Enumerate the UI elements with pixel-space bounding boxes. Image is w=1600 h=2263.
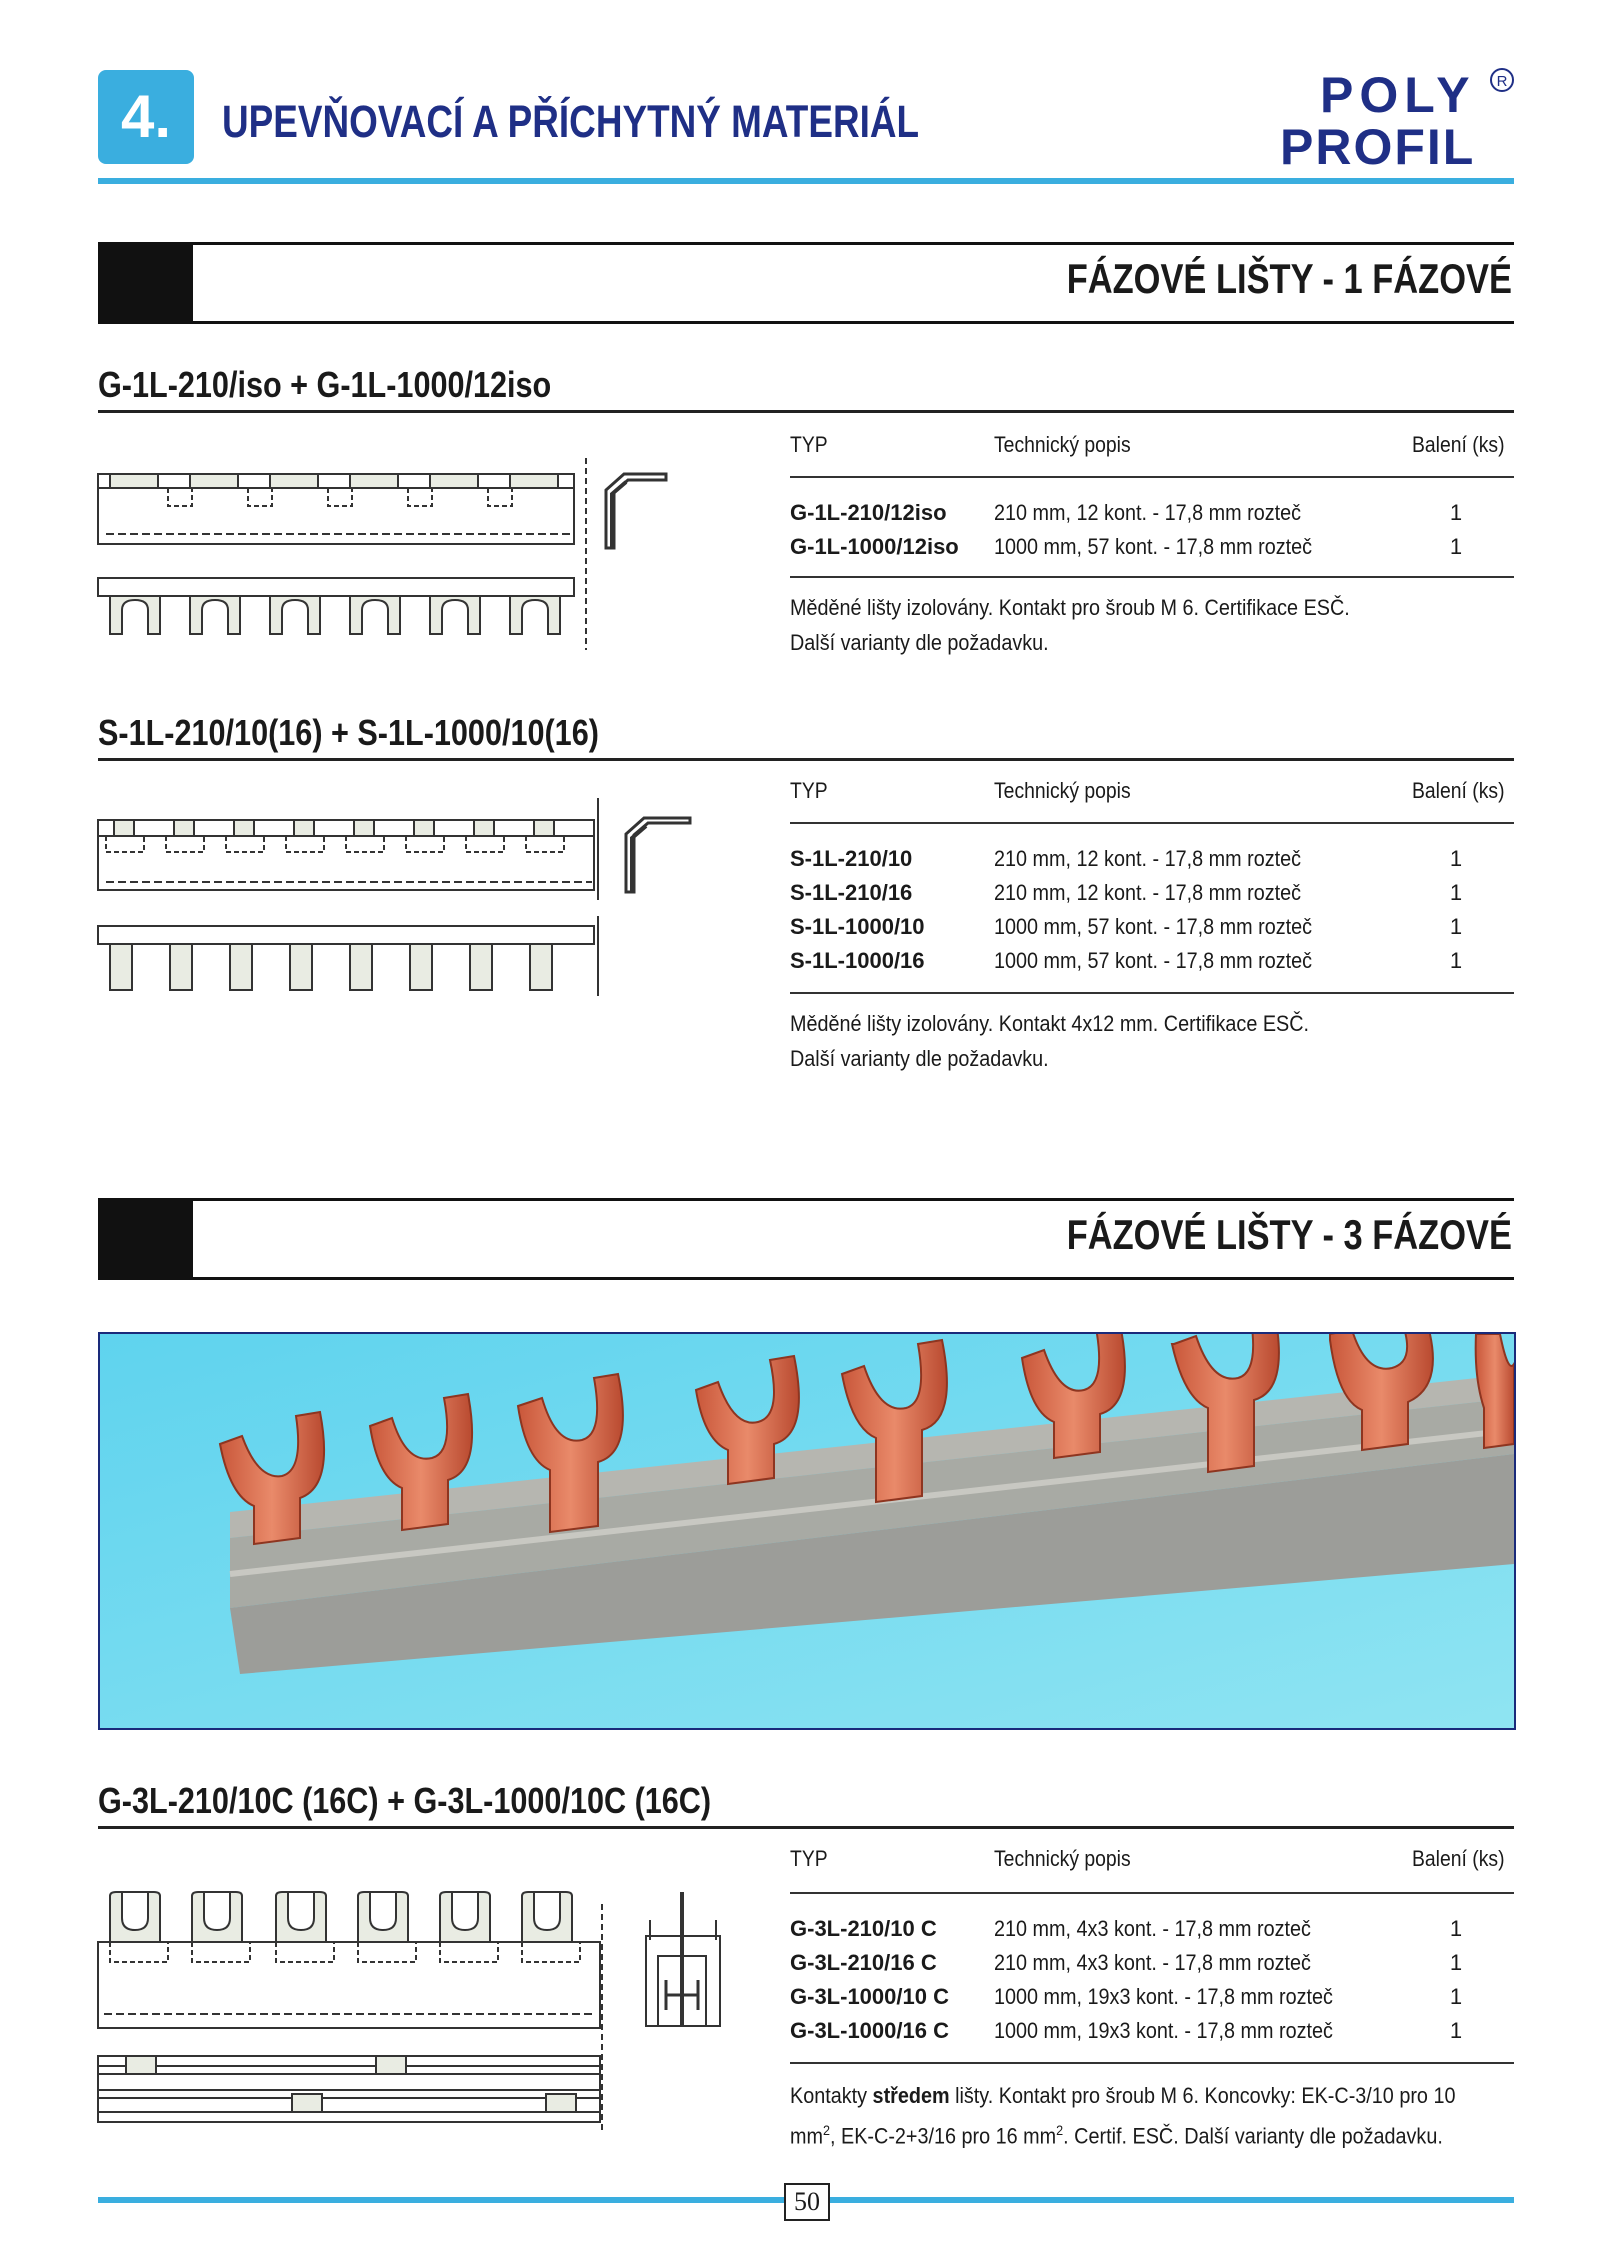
row-qty: 1 xyxy=(1449,1984,1463,2009)
row-description: 210 mm, 4x3 kont. - 17,8 mm rozteč xyxy=(994,1916,1311,1941)
table-divider xyxy=(790,1892,1514,1894)
product-title: G-1L-210/iso + G-1L-1000/12iso xyxy=(98,364,552,405)
busbar-s1l-drawing xyxy=(96,796,716,1006)
section-band-3-phase xyxy=(98,1198,1514,1280)
product-divider xyxy=(98,1826,1514,1829)
svg-text:POLY: POLY xyxy=(1320,67,1476,123)
row-type: G-3L-1000/16 C xyxy=(790,2018,949,2043)
row-type: S-1L-1000/10 xyxy=(790,914,925,939)
page-number: 50 xyxy=(784,2183,830,2221)
row-qty: 1 xyxy=(1449,534,1463,559)
row-description: 210 mm, 4x3 kont. - 17,8 mm rozteč xyxy=(994,1950,1311,1975)
row-type: G-3L-1000/10 C xyxy=(790,1984,949,2009)
svg-text:PROFIL: PROFIL xyxy=(1280,119,1476,172)
svg-text:R: R xyxy=(1496,73,1508,90)
row-type: S-1L-210/10 xyxy=(790,846,913,871)
column-header-description: Technický popis xyxy=(994,1846,1131,1871)
table-divider xyxy=(790,476,1514,478)
column-header-package: Balení (ks) xyxy=(1412,432,1505,457)
row-type: S-1L-1000/16 xyxy=(790,948,925,973)
column-header-description: Technický popis xyxy=(994,778,1131,803)
product-note: Měděné lišty izolovány. Kontakt pro šroub M 6. Certifikace ESČ. Další varianty dle požadavku. xyxy=(790,595,1350,655)
row-description: 210 mm, 12 kont. - 17,8 mm rozteč xyxy=(994,846,1302,871)
row-qty: 1 xyxy=(1449,914,1463,939)
product-divider xyxy=(98,758,1514,761)
section-title: FÁZOVÉ LIŠTY - 3 FÁZOVÉ xyxy=(1066,1211,1512,1258)
product-title: S-1L-210/10(16) + S-1L-1000/10(16) xyxy=(98,712,599,753)
row-description: 1000 mm, 19x3 kont. - 17,8 mm rozteč xyxy=(994,1984,1333,2009)
column-header-package: Balení (ks) xyxy=(1412,778,1505,803)
busbar-g3l-drawing xyxy=(96,1880,736,2130)
section-band-1-phase xyxy=(98,242,1514,324)
busbar-g1l-drawing xyxy=(96,450,686,660)
row-description: 210 mm, 12 kont. - 17,8 mm rozteč xyxy=(994,500,1302,525)
product-divider xyxy=(98,410,1514,413)
header-divider xyxy=(98,178,1514,184)
table-divider xyxy=(790,2062,1514,2064)
column-header-package: Balení (ks) xyxy=(1412,1846,1505,1871)
column-header-typ: TYP xyxy=(790,1846,828,1871)
column-header-description: Technický popis xyxy=(994,432,1131,457)
row-description: 1000 mm, 19x3 kont. - 17,8 mm rozteč xyxy=(994,2018,1333,2043)
row-description: 1000 mm, 57 kont. - 17,8 mm rozteč xyxy=(994,948,1313,973)
chapter-number-badge: 4. xyxy=(98,70,194,164)
busbar-product-photo xyxy=(98,1332,1516,1730)
row-description: 1000 mm, 57 kont. - 17,8 mm rozteč xyxy=(994,914,1313,939)
table-divider xyxy=(790,822,1514,824)
row-type: G-1L-1000/12iso xyxy=(790,534,959,559)
column-header-typ: TYP xyxy=(790,778,828,803)
row-description: 1000 mm, 57 kont. - 17,8 mm rozteč xyxy=(994,534,1313,559)
row-type: G-3L-210/16 C xyxy=(790,1950,937,1975)
table-divider xyxy=(790,576,1514,578)
product-title: G-3L-210/10C (16C) + G-3L-1000/10C (16C) xyxy=(98,1780,712,1821)
row-type: G-3L-210/10 C xyxy=(790,1916,937,1941)
product-note: Měděné lišty izolovány. Kontakt 4x12 mm. Certifikace ESČ. Další varianty dle požadavku. xyxy=(790,1011,1310,1071)
row-qty: 1 xyxy=(1449,1950,1463,1975)
polyprofil-logo xyxy=(1280,62,1516,172)
product-note: Kontakty středem lišty. Kontakt pro šroub M 6. Koncovky: EK-C-3/10 pro 10 $mm^2$, EK-C-2+3/16 pro 16 $mm^2$. Certif. ESČ. Další varianty dle požadavku. xyxy=(790,2083,1456,2149)
row-type: S-1L-210/16 xyxy=(790,880,913,905)
row-qty: 1 xyxy=(1449,500,1463,525)
column-header-typ: TYP xyxy=(790,432,828,457)
row-qty: 1 xyxy=(1449,2018,1463,2043)
row-type: G-1L-210/12iso xyxy=(790,500,947,525)
row-qty: 1 xyxy=(1449,948,1463,973)
section-title: FÁZOVÉ LIŠTY - 1 FÁZOVÉ xyxy=(1066,255,1512,302)
chapter-title: UPEVŇOVACÍ A PŘÍCHYTNÝ MATERIÁL xyxy=(222,96,920,147)
row-qty: 1 xyxy=(1449,880,1463,905)
row-description: 210 mm, 12 kont. - 17,8 mm rozteč xyxy=(994,880,1302,905)
table-divider xyxy=(790,992,1514,994)
row-qty: 1 xyxy=(1449,1916,1463,1941)
row-qty: 1 xyxy=(1449,846,1463,871)
